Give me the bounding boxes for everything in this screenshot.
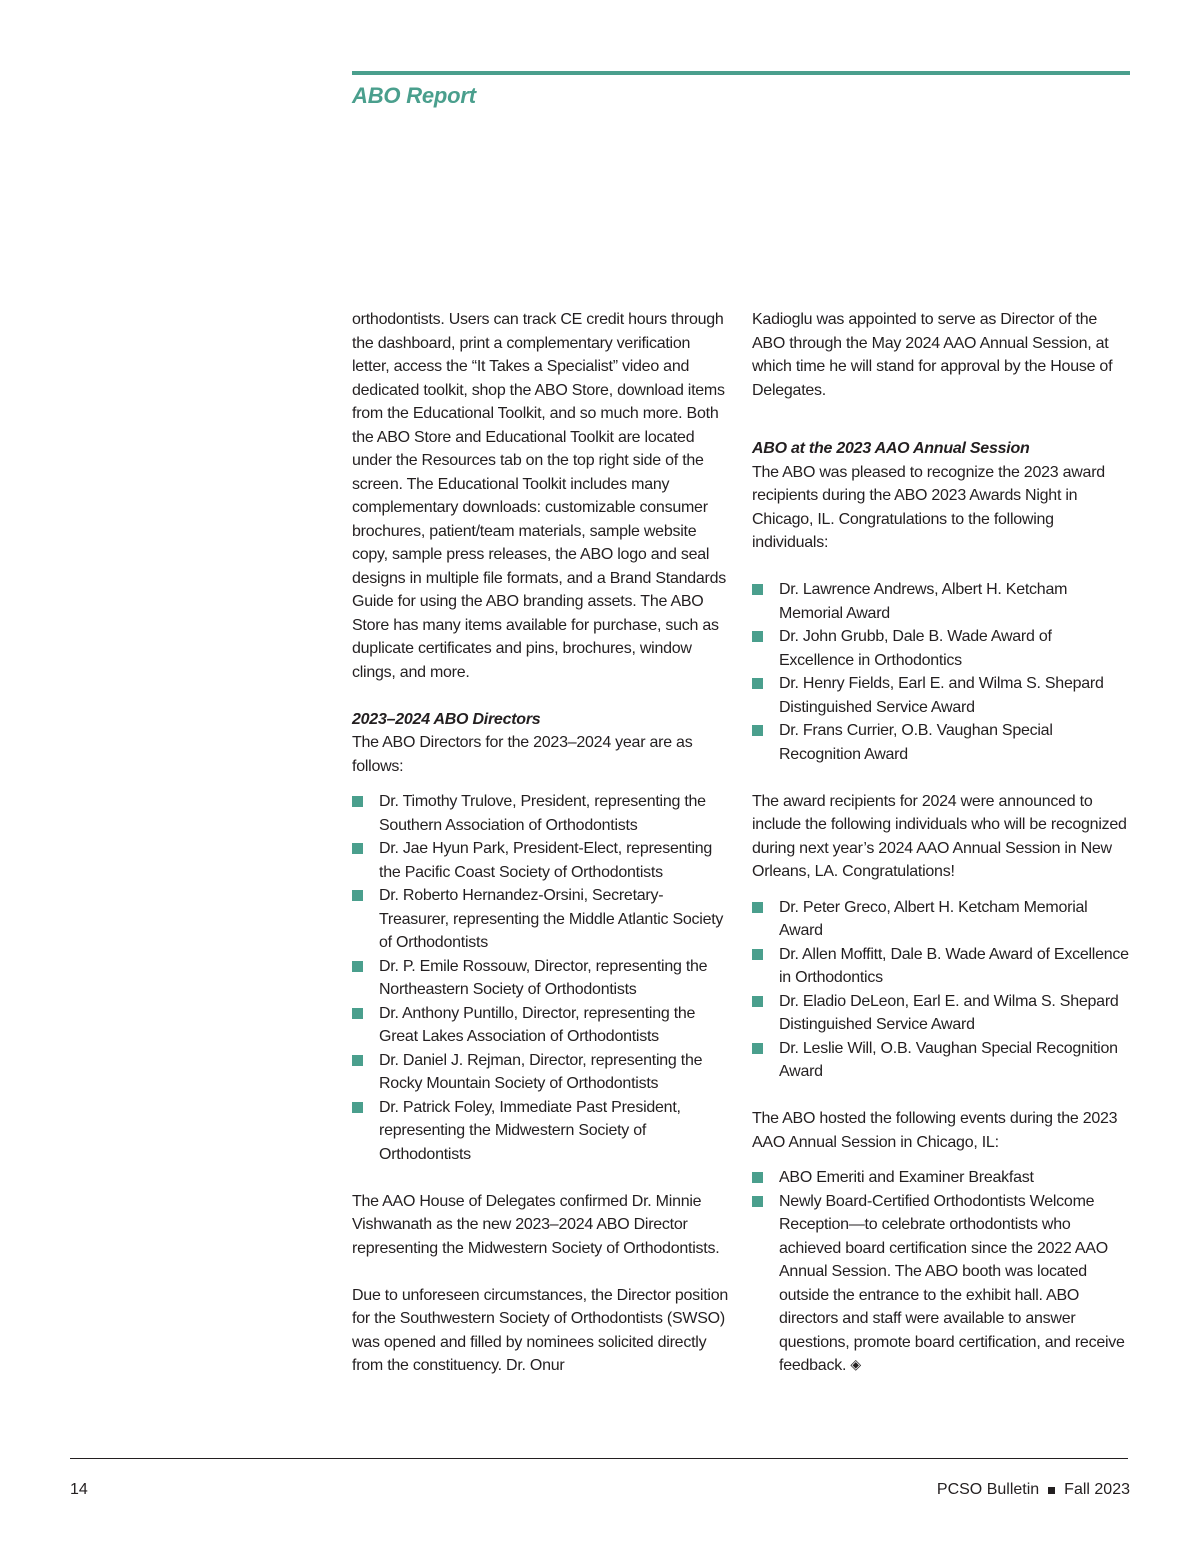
award-text: Dr. Henry Fields, Earl E. and Wilma S. Shepard Distinguished Service Award — [779, 675, 1104, 716]
square-separator-icon — [1048, 1487, 1055, 1494]
square-bullet-icon — [752, 1043, 763, 1054]
list-item — [352, 955, 730, 1002]
list-item — [352, 790, 730, 837]
square-bullet-icon — [352, 890, 363, 901]
square-bullet-icon — [352, 1102, 363, 1113]
director-text: Dr. Timothy Trulove, President, representing the Southern Association of Orthodontists — [379, 793, 706, 834]
director-text: Dr. Jae Hyun Park, President-Elect, representing the Pacific Coast Society of Orthodontists — [379, 840, 713, 881]
session-intro: The ABO was pleased to recognize the 2023 award recipients during the ABO 2023 Awards Night in Chicago, IL. Congratulations to the following individuals: — [752, 463, 1105, 551]
list-item — [352, 1049, 730, 1096]
director-text: Dr. Anthony Puntillo, Director, representing the Great Lakes Association of Orthodontists — [379, 1004, 696, 1045]
event-text: ABO Emeriti and Examiner Breakfast — [779, 1169, 1034, 1186]
director-text: Dr. P. Emile Rossouw, Director, representing the Northeastern Society of Orthodontists — [379, 957, 708, 998]
footer-rule — [70, 1458, 1128, 1459]
square-bullet-icon — [752, 725, 763, 736]
right-column — [752, 308, 1130, 1401]
list-item — [752, 672, 1130, 719]
swso-paragraph: Due to unforeseen circumstances, the Director position for the Southwestern Society of Orthodontists (SWSO) was opened and filled by nominees solicited directly from the constituency. Dr. Onur — [352, 1286, 729, 1374]
square-bullet-icon — [752, 678, 763, 689]
list-item — [352, 837, 730, 884]
list-item — [752, 943, 1130, 990]
square-bullet-icon — [352, 1055, 363, 1066]
directors-intro: The ABO Directors for the 2023–2024 year are as follows: — [352, 734, 693, 775]
publication-name: PCSO Bulletin — [936, 1481, 1040, 1498]
director-text: Dr. Daniel J. Rejman, Director, representing the Rocky Mountain Society of Orthodontists — [379, 1051, 703, 1092]
square-bullet-icon — [352, 796, 363, 807]
square-bullet-icon — [752, 949, 763, 960]
list-item — [752, 625, 1130, 672]
square-bullet-icon — [352, 961, 363, 972]
square-bullet-icon — [752, 631, 763, 642]
directors-list — [352, 790, 730, 1166]
section-title: ABO Report — [352, 83, 476, 108]
award-text: Dr. Leslie Will, O.B. Vaughan Special Recognition Award — [779, 1039, 1118, 1080]
event-text: Newly Board-Certified Orthodontists Welcome Reception—to celebrate orthodontists who achieved board certification since the 2022 AAO Annual Session. The ABO booth was located outside the entrance to the exhibit hall. ABO directors and staff were available to answer questions, promote board certification, and receive feedback. — [779, 1192, 1125, 1374]
square-bullet-icon — [352, 843, 363, 854]
list-item — [352, 884, 730, 955]
square-bullet-icon — [752, 902, 763, 913]
square-bullet-icon — [752, 584, 763, 595]
award-text: Dr. Lawrence Andrews, Albert H. Ketcham Memorial Award — [779, 581, 1068, 622]
house-of-delegates-paragraph: The AAO House of Delegates confirmed Dr. Minnie Vishwanath as the new 2023–2024 ABO Director representing the Midwestern Society of Orthodontists. — [352, 1192, 720, 1257]
square-bullet-icon — [752, 1172, 763, 1183]
award-text: Dr. Peter Greco, Albert H. Ketcham Memorial Award — [779, 898, 1088, 939]
director-text: Dr. Patrick Foley, Immediate Past President, representing the Midwestern Society of Orthodontists — [379, 1098, 681, 1163]
award-text: Dr. Allen Moffitt, Dale B. Wade Award of Excellence in Orthodontics — [779, 945, 1129, 986]
list-item — [752, 719, 1130, 766]
list-item — [752, 1166, 1130, 1190]
award-text: Dr. John Grubb, Dale B. Wade Award of Excellence in Orthodontics — [779, 628, 1052, 669]
list-item — [752, 1190, 1130, 1378]
events-intro: The ABO hosted the following events during the 2023 AAO Annual Session in Chicago, IL: — [752, 1110, 1118, 1151]
page-number: 14 — [70, 1481, 88, 1498]
directors-heading: 2023–2024 ABO Directors — [352, 710, 541, 728]
awards-2024-list — [752, 896, 1130, 1084]
square-bullet-icon — [352, 1008, 363, 1019]
intro-paragraph: orthodontists. Users can track CE credit hours through the dashboard, print a complementary verification letter, access the “It Takes a Specialist” video and dedicated toolkit, shop the ABO Store, download items from the Educational Toolkit, and so much more. Both the ABO Store and Educational Toolkit are located under the Resources tab on the top right side of the screen. The Educational Toolkit includes many complementary downloads: customizable consumer brochures, patient/team materials, sample website copy, sample press releases, the ABO logo and seal designs in multiple file formats, and a Brand Standards Guide for using the ABO branding assets. The ABO Store has many items available for purchase, such as duplicate certificates and pins, brochures, window clings, and more. — [352, 311, 727, 681]
award-text: Dr. Eladio DeLeon, Earl E. and Wilma S. Shepard Distinguished Service Award — [779, 992, 1119, 1033]
list-item — [752, 990, 1130, 1037]
awards-2023-list — [752, 578, 1130, 766]
header-rule — [352, 71, 1130, 75]
list-item — [752, 896, 1130, 943]
continuation-paragraph: Kadioglu was appointed to serve as Director of the ABO through the May 2024 AAO Annual Session, at which time he will stand for approval by the House of Delegates. — [752, 311, 1113, 399]
square-bullet-icon — [752, 996, 763, 1007]
session-heading: ABO at the 2023 AAO Annual Session — [752, 440, 1030, 457]
footer-publication — [937, 1481, 1130, 1499]
award-text: Dr. Frans Currier, O.B. Vaughan Special Recognition Award — [779, 722, 1053, 763]
list-item — [752, 1037, 1130, 1084]
events-list — [752, 1166, 1130, 1378]
awards-2024-intro: The award recipients for 2024 were announced to include the following individuals who will be recognized during next year’s 2024 AAO Annual Session in New Orleans, LA. Congratulations! — [752, 792, 1127, 880]
list-item — [352, 1002, 730, 1049]
list-item — [752, 578, 1130, 625]
issue-label: Fall 2023 — [1064, 1481, 1130, 1498]
square-bullet-icon — [752, 1196, 763, 1207]
end-mark-icon: ◈ — [850, 1356, 861, 1372]
director-text: Dr. Roberto Hernandez-Orsini, Secretary-Treasurer, representing the Middle Atlantic Society of Orthodontists — [379, 887, 724, 951]
list-item — [352, 1096, 730, 1167]
left-column — [352, 308, 730, 1401]
